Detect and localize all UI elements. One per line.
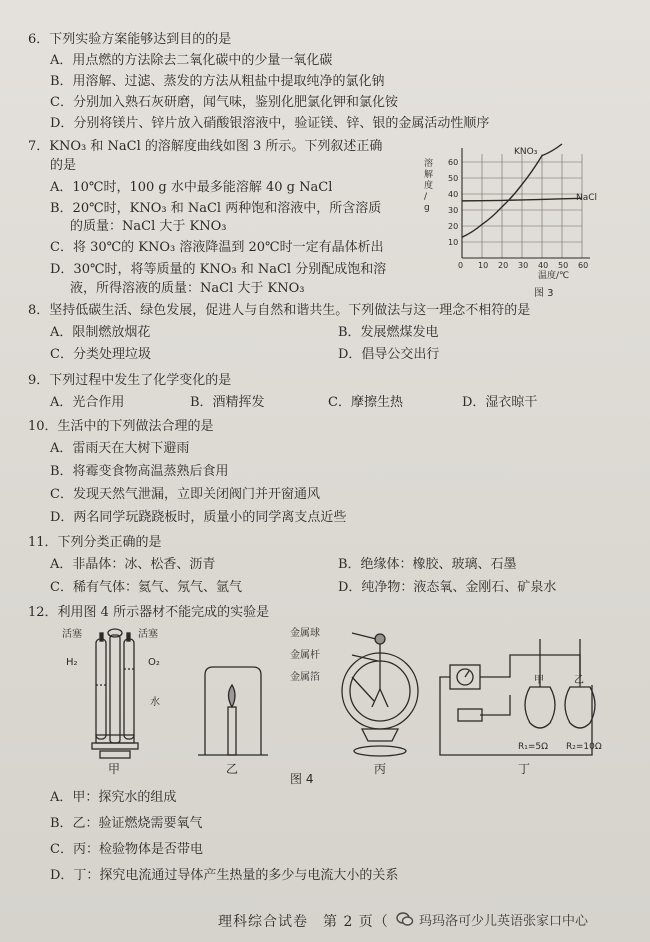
- label-valve-right: 活塞: [138, 629, 158, 640]
- label-bing: 丙: [374, 762, 387, 776]
- q12-option-d: D．丁：探究电流通过导体产生热量的多少与电流大小的关系: [50, 868, 399, 883]
- solubility-chart: [418, 140, 618, 300]
- q8-option-c: C．分类处理垃圾: [50, 347, 151, 362]
- q11-option-c: C．稀有气体：氦气、氖气、氩气: [50, 580, 242, 595]
- series-line-kno3: [462, 144, 562, 237]
- watermark: [396, 908, 588, 930]
- apparatus-jia: [92, 629, 138, 758]
- q7-option-b-line1: B．20℃时，KNO₃ 和 NaCl 两种饱和溶液中，所含溶质: [50, 201, 382, 216]
- figure-4-caption: 图 4: [290, 772, 314, 785]
- apparatus-yi: [198, 667, 268, 755]
- x-tick-label: 10: [478, 261, 489, 270]
- chart-xlabel: 温度/℃: [538, 271, 570, 281]
- q9-option-b: B．酒精挥发: [190, 395, 265, 410]
- chart-grid: [462, 154, 582, 258]
- watermark-text: 玛玛洛可少儿英语张家口中心: [419, 913, 589, 929]
- q11-option-d: D．纯净物：液态氧、金刚石、矿泉水: [338, 580, 557, 595]
- page-footer: [0, 908, 650, 932]
- q6-stem: 6．下列实验方案能够达到目的的是: [28, 32, 232, 47]
- q11-option-a: A．非晶体：冰、松香、沥青: [50, 557, 216, 572]
- q9-option-a: A．光合作用: [50, 395, 125, 410]
- footer-title: 理科综合试卷 第 2 页（: [218, 914, 389, 930]
- q7-option-a: A．10℃时，100 g 水中最多能溶解 40 g NaCl: [50, 180, 333, 195]
- apparatus-ding: [440, 639, 595, 755]
- x-tick-label: 50: [558, 261, 569, 270]
- y-tick-label: 30: [448, 206, 459, 215]
- x-tick-label: 40: [538, 261, 549, 270]
- label-jia: 甲: [108, 762, 121, 776]
- wechat-icon: [396, 910, 414, 928]
- q6-option-b: B．用溶解、过滤、蒸发的方法从粗盐中提取纯净的氯化钠: [50, 74, 385, 89]
- q11-stem: 11．下列分类正确的是: [28, 535, 162, 550]
- q7-option-b-line2: 的质量：NaCl 大于 KNO₃: [70, 219, 227, 234]
- chart-axes: [462, 148, 590, 258]
- y-tick-label: 10: [448, 238, 459, 247]
- chart-caption: 图 3: [534, 288, 554, 299]
- q9-option-c: C．摩擦生热: [328, 395, 403, 410]
- q11-option-b: B．绝缘体：橡胶、玻璃、石墨: [338, 557, 517, 572]
- q8-option-a: A．限制燃放烟花: [50, 325, 151, 340]
- label-flask-left: 甲: [534, 675, 544, 686]
- q10-option-d: D．两名同学玩跷跷板时，质量小的同学离支点近些: [50, 510, 347, 525]
- apparatus-bing: [342, 633, 418, 756]
- label-r1: R₁=5Ω: [518, 742, 549, 752]
- x-tick-label: 30: [518, 261, 529, 270]
- q12-option-c: C．丙：检验物体是否带电: [50, 842, 203, 857]
- label-o2: O₂: [148, 657, 160, 668]
- x-tick-label: 0: [458, 261, 464, 270]
- label-h2: H₂: [66, 657, 78, 668]
- y-tick-label: 50: [448, 174, 459, 183]
- q9-stem: 9．下列过程中发生了化学变化的是: [28, 373, 232, 388]
- q10-option-a: A．雷雨天在大树下避雨: [50, 441, 190, 456]
- x-tick-label: 20: [498, 261, 509, 270]
- legend-nacl: NaCl: [576, 193, 598, 203]
- q7-stem-line2: 的是: [50, 158, 77, 173]
- label-valve-left: 活塞: [62, 629, 82, 640]
- q12-stem: 12．利用图 4 所示器材不能完成的实验是: [28, 605, 270, 620]
- q6-option-c: C．分别加入熟石灰研磨，闻气味，鉴别化肥氯化钾和氯化铵: [50, 95, 398, 110]
- q8-option-d: D．倡导公交出行: [338, 347, 440, 362]
- figure-4: [40, 625, 620, 785]
- q6-option-a: A．用点燃的方法除去二氧化碳中的少量一氧化碳: [50, 53, 333, 68]
- label-sphere: 金属球: [290, 628, 320, 639]
- q6-option-d: D．分别将镁片、锌片放入硝酸银溶液中，验证镁、锌、银的金属活动性顺序: [50, 116, 490, 131]
- q10-stem: 10．生活中的下列做法合理的是: [28, 419, 214, 434]
- q12-option-a: A．甲：探究水的组成: [50, 790, 177, 805]
- q10-option-b: B．将霉变食物高温蒸熟后食用: [50, 464, 229, 479]
- chart-ticks: [448, 158, 588, 270]
- chart-ylabel: 溶解度/ g: [424, 159, 434, 213]
- q7-option-d-line1: D．30℃时，将等质量的 KNO₃ 和 NaCl 分别配成饱和溶: [50, 262, 387, 277]
- q7-option-d-line2: 液，所得溶液的质量：NaCl 大于 KNO₃: [70, 281, 305, 296]
- y-tick-label: 40: [448, 190, 459, 199]
- legend-kno3: KNO₃: [514, 147, 538, 157]
- label-yi: 乙: [226, 762, 239, 776]
- y-tick-label: 60: [448, 158, 459, 167]
- y-tick-label: 20: [448, 222, 459, 231]
- q9-option-d: D．湿衣晾干: [462, 395, 538, 410]
- q10-option-c: C．发现天然气泄漏，立即关闭阀门并开窗通风: [50, 487, 320, 502]
- label-water: 水: [150, 697, 160, 708]
- q8-stem: 8．坚持低碳生活、绿色发展，促进人与自然和谐共生。下列做法与这一理念不相符的是: [28, 303, 531, 318]
- q7-option-c: C．将 30℃的 KNO₃ 溶液降温到 20℃时一定有晶体析出: [50, 240, 384, 255]
- label-flask-right: 乙: [574, 675, 584, 686]
- q7-stem-line1: 7．KNO₃ 和 NaCl 的溶解度曲线如图 3 所示。下列叙述正确: [28, 139, 383, 154]
- label-rod: 金属杆: [290, 650, 320, 661]
- q12-option-b: B．乙：验证燃烧需要氧气: [50, 816, 203, 831]
- label-foil: 金属箔: [290, 672, 320, 683]
- label-ding: 丁: [518, 762, 531, 776]
- label-r2: R₂=10Ω: [566, 742, 602, 752]
- q8-option-b: B．发展燃煤发电: [338, 325, 439, 340]
- x-tick-label: 60: [578, 261, 589, 270]
